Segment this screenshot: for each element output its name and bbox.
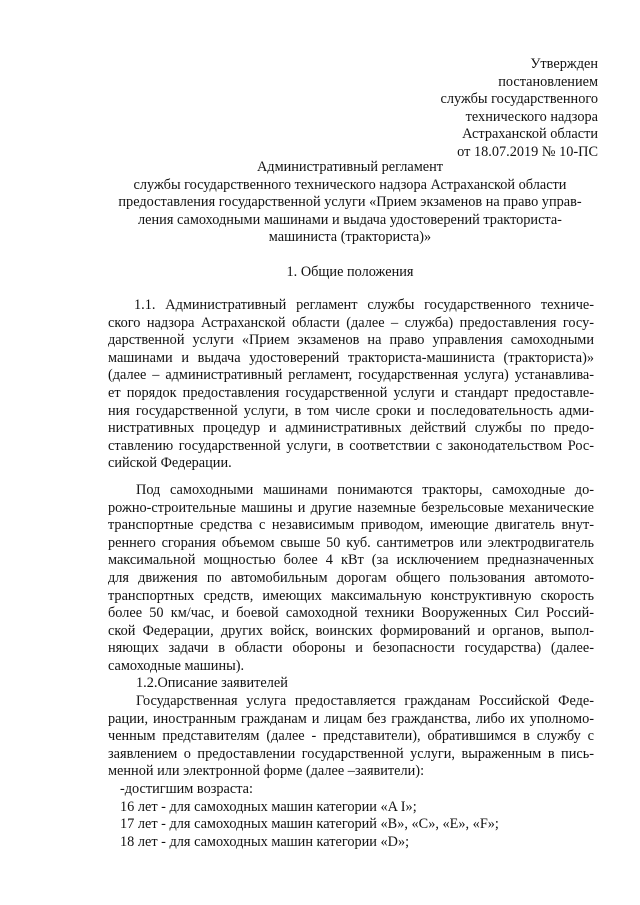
text-line: транспортные средства с независимым приводом, имеющие двигатель внут- [108, 517, 594, 534]
text-line: (далее – административный регламент, государственная услуга) устанавлива- [108, 367, 594, 384]
text-line: ния государственной услуги, в том числе сроки и последовательность адми- [108, 402, 594, 419]
paragraph-1-1 [108, 297, 594, 473]
approval-line: технического надзора [465, 108, 598, 125]
text-line: ской Федерации, других войск, воинских формирований и органов, выпол- [108, 622, 594, 639]
text-line: няющих задачи в области обороны и безопасности государства) (далее- [108, 640, 594, 657]
paragraph-self-propelled-definition [108, 482, 594, 676]
age-list [108, 799, 594, 852]
text-line: заявлением о предоставлении государственной услуги, выраженным в пись- [108, 745, 594, 762]
approval-line: Утвержден [530, 56, 598, 72]
text-line: более 50 км/час, и боевой самоходной техники Вооруженных Сил Россий- [108, 605, 594, 622]
text-line: 1.1. Административный регламент службы государственного техниче- [134, 297, 594, 313]
title-line: ления самоходными машинами и выдача удостоверений тракториста- [138, 211, 562, 228]
title-line: предоставления государственной услуги «Прием экзаменов на право управ- [118, 194, 582, 211]
text-line: Государственная услуга предоставляется гражданам Российской Феде- [136, 693, 594, 710]
age-list-item: 16 лет - для самоходных машин категории «A I»; [120, 798, 417, 815]
text-line: ченным представителям (далее - представители), обратившимся в службу с [108, 728, 594, 745]
approval-line: Астраханской области [462, 126, 598, 143]
text-line: ет порядок предоставления государственной услуги и стандарт предоставле- [108, 384, 594, 401]
title-line: службы государственного технического надзора Астраханской области [133, 176, 567, 193]
approval-date-line: от 18.07.2019 № 10-ПС [457, 143, 598, 160]
text-line: для движения по автомобильным дорогам общего пользования автомото- [108, 569, 594, 586]
paragraph-applicants [108, 693, 594, 781]
title-line: машиниста (тракториста)» [268, 229, 432, 246]
text-line: ставлению государственной услуги, в соответствии с законодательством Рос- [108, 437, 594, 454]
text-line: транспортных средств, имеющих максимальную конструктивную скорость [108, 587, 594, 604]
text-line: Под самоходными машинами понимаются тракторы, самоходные до- [136, 481, 594, 498]
text-line: рожно-строительные машины и другие наземные безрельсовые механические [108, 499, 594, 516]
text-line: дарственной услуги «Прием экзаменов на право управления самоходными [108, 332, 594, 349]
subsection-heading-1-2: 1.2.Описание заявителей [136, 675, 288, 692]
text-line: сийской Федерации. [108, 455, 232, 472]
age-list-item: 17 лет - для самоходных машин категорий «B», «C», «E», «F»; [120, 816, 499, 833]
text-line: менной или электронной форме (далее –заявители): [108, 763, 425, 780]
age-list-item: 18 лет - для самоходных машин категории «D»; [120, 833, 410, 850]
text-line: максимальной мощностью более 4 кВт (за исключением предназначенных [108, 552, 594, 569]
approval-block [441, 56, 598, 162]
approval-line: службы государственного [440, 91, 598, 108]
section-heading: 1. Общие положения [286, 264, 414, 280]
document-body [108, 297, 594, 851]
text-line: самоходные машины). [108, 657, 245, 674]
approval-line: постановлением [498, 73, 598, 90]
text-line: реннего сгорания объемом свыше 50 куб. сантиметров или электродвигатель [108, 534, 594, 551]
document-title [108, 159, 592, 247]
text-line: машинами и выдача удостоверений тракториста-машиниста (тракториста)» [108, 349, 594, 366]
text-line: ского надзора Астраханской области (далее – служба) предоставления госу- [108, 314, 594, 331]
title-line: Административный регламент [256, 159, 444, 175]
text-line: рации, иностранным гражданам и лицам без гражданства, либо их уполномо- [108, 710, 594, 727]
paragraph-gap [108, 473, 594, 482]
text-line: нистративных процедур и административных действий службы по предо- [108, 420, 594, 437]
age-intro: -достигшим возраста: [120, 781, 253, 798]
